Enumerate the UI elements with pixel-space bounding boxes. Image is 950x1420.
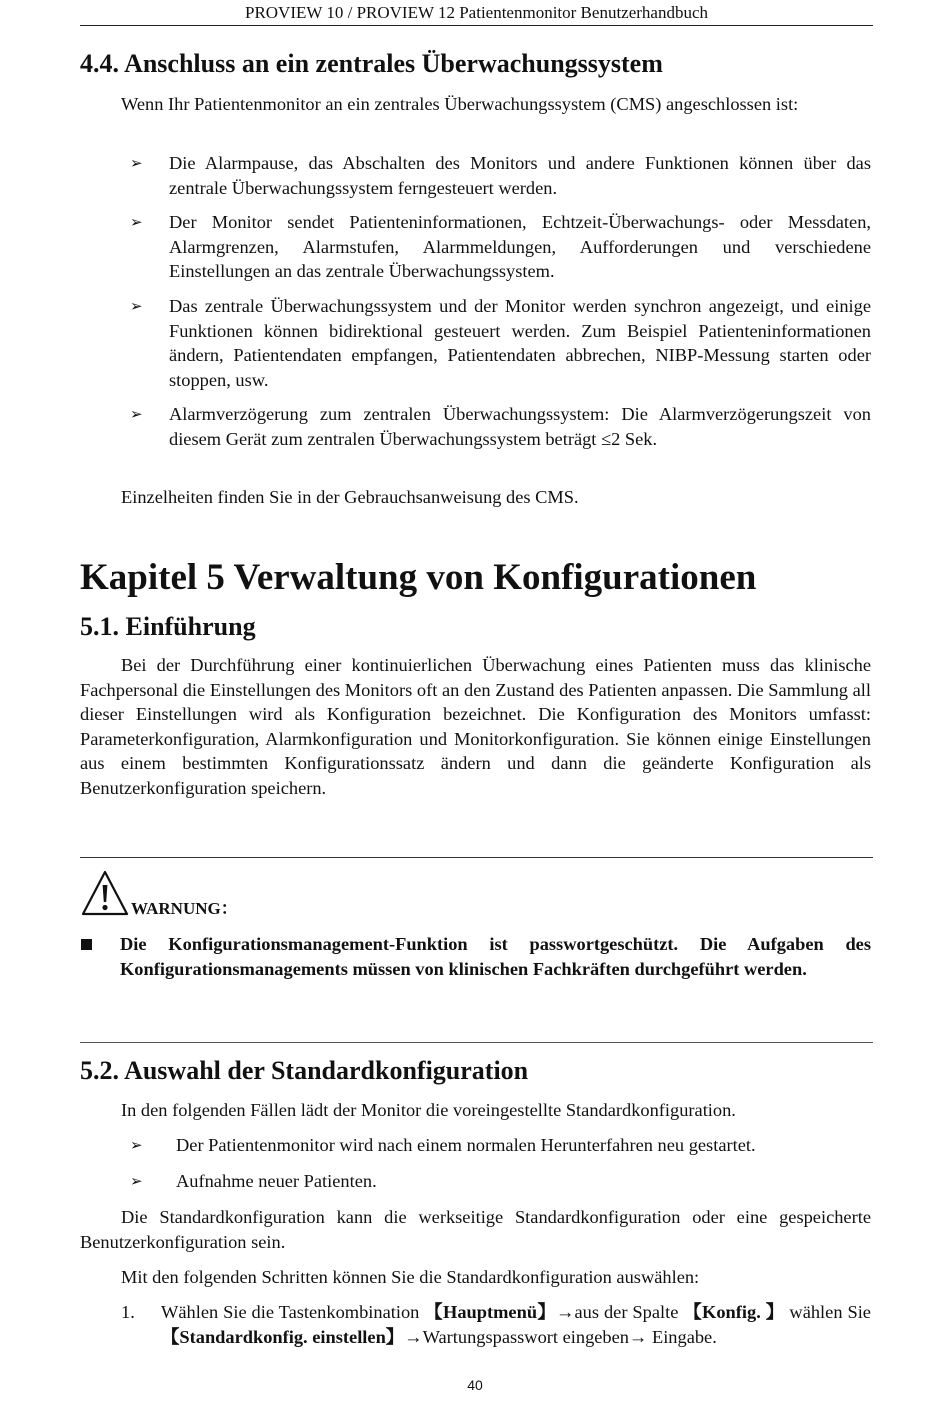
bullet-text: Der Patientenmonitor wird nach einem normalen Herunterfahren neu gestartet. [176, 1135, 756, 1155]
list-item [130, 402, 871, 451]
arrow-bullet-icon: ➢ [130, 1172, 143, 1190]
step-text [161, 1300, 871, 1349]
step-number: 1. [121, 1302, 135, 1322]
arrow-bullet-icon: ➢ [130, 297, 143, 315]
steps-intro: Mit den folgenden Schritten können Sie die Standardkonfiguration auswählen: [121, 1267, 700, 1287]
page-header: PROVIEW 10 / PROVIEW 12 Patientenmonitor Benutzerhandbuch [244, 3, 709, 22]
section-4-4-closing: Einzelheiten finden Sie in der Gebrauchsanweisung des CMS. [121, 487, 579, 507]
warning-top-rule [80, 857, 873, 858]
key-main-menu: 【Hauptmenü】 [424, 1302, 557, 1322]
section-5-2-heading: 5.2. Auswahl der Standardkonfiguration [80, 1056, 529, 1085]
bullet-text: Aufnahme neuer Patienten. [176, 1171, 377, 1191]
warning-bottom-rule [80, 1042, 873, 1043]
warning-item [80, 932, 871, 981]
bullet-text: Das zentrale Überwachungssystem und der Monitor werden synchron angezeigt, und einige Funktionen können bidirektional gesteuert werden. Zum Beispiel Patienteninformationen ändern, Patientendaten empfangen, Patientendaten abbrechen, NIBP-Messung starten oder stoppen, usw. [169, 296, 871, 390]
step-text-part: wählen Sie [789, 1302, 871, 1322]
section-5-1-paragraph: Bei der Durchführung einer kontinuierlichen Überwachung eines Patienten muss das klinische Fachpersonal die Einstellungen des Monitors oft an den Zustand des Patienten anpassen. Die Sammlung all dieser Einstellungen wird als Konfiguration bezeichnet. Die Konfiguration des Monitors umfasst: Parameterkonfiguration, Alarmkonfiguration und Monitorkonfiguration. Sie können einige Einstellungen aus einem bestimmten Konfigurationssatz ändern und dann die geänderte Konfiguration als Benutzerkonfiguration speichern. [80, 655, 871, 798]
list-item [130, 294, 871, 392]
warning-title: WARNUNG： [131, 899, 238, 918]
page-number: 40 [467, 1377, 483, 1393]
warning-text: Die Konfigurationsmanagement-Funktion ist passwortgeschützt. Die Aufgaben des Konfigurationsmanagements müssen von klinischen Fachkräften durchgeführt werden. [120, 934, 871, 979]
bullet-text: Der Monitor sendet Patienteninformationen, Echtzeit-Überwachungs- oder Messdaten, Alarmgrenzen, Alarmstufen, Alarmmeldungen, Aufforderungen und verschiedene Einstellungen an das zentrale Überwachungssystem. [169, 212, 871, 281]
warning-triangle-icon [80, 869, 130, 917]
list-item [130, 1169, 871, 1194]
square-bullet-icon [81, 939, 92, 950]
section-5-2-intro: In den folgenden Fällen lädt der Monitor die voreingestellte Standardkonfiguration. [121, 1100, 736, 1120]
numbered-step [121, 1300, 871, 1349]
list-item [130, 1133, 871, 1158]
bullet-text: Die Alarmpause, das Abschalten des Monitors und andere Funktionen können über das zentrale Überwachungssystem ferngesteuert werden. [169, 153, 871, 198]
section-5-2-paragraph: Die Standardkonfiguration kann die werkseitige Standardkonfiguration oder eine gespeicherte Benutzerkonfiguration sein. [80, 1207, 871, 1252]
step-text-part: Wählen Sie die Tastenkombination [161, 1302, 420, 1322]
step-text-part: →Wartungspasswort eingeben→ Eingabe. [404, 1326, 717, 1347]
chapter-title: Kapitel 5 Verwaltung von Konfigurationen [80, 557, 757, 598]
arrow-bullet-icon: ➢ [130, 213, 143, 231]
step-text-part: →aus der Spalte [556, 1302, 679, 1322]
bullet-text: Alarmverzögerung zum zentralen Überwachungssystem: Die Alarmverzögerungszeit von diesem Gerät zum zentralen Überwachungssystem beträgt ≤2 Sek. [169, 404, 871, 449]
arrow-bullet-icon: ➢ [130, 1136, 143, 1154]
section-4-4-heading: 4.4. Anschluss an ein zentrales Überwachungssystem [80, 49, 663, 78]
section-5-1-heading: 5.1. Einführung [80, 612, 256, 641]
list-item [130, 151, 871, 200]
arrow-bullet-icon: ➢ [130, 154, 143, 172]
key-config: 【Konfig. 】 [683, 1302, 785, 1322]
header-rule [80, 25, 873, 26]
section-4-4-intro: Wenn Ihr Patientenmonitor an ein zentrales Überwachungssystem (CMS) angeschlossen ist: [121, 94, 799, 114]
arrow-bullet-icon: ➢ [130, 405, 143, 423]
list-item [130, 210, 871, 284]
key-standard-config: 【Standardkonfig. einstellen】 [161, 1326, 405, 1347]
